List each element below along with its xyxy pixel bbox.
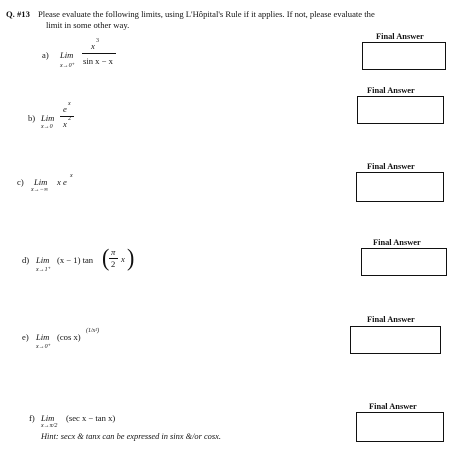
problem-label: c): [17, 177, 24, 187]
final-answer-label-e: Final Answer: [367, 315, 415, 324]
expression-exponent: (1/x²): [86, 328, 100, 334]
final-answer-label-d: Final Answer: [373, 238, 421, 247]
left-paren: (: [102, 243, 110, 272]
final-answer-label-f: Final Answer: [369, 402, 417, 411]
limit-word: Lim: [36, 255, 50, 265]
numerator-exponent: 3: [96, 38, 99, 44]
expression: (sec x − tan x): [66, 413, 116, 423]
limit-approach: x→0: [41, 124, 53, 130]
limit-approach: x→1⁺: [36, 267, 51, 273]
problem-label: a): [42, 50, 49, 60]
hint-text: Hint: secx & tanx can be expressed in sinx &/or cosx.: [41, 432, 221, 441]
final-answer-label-a: Final Answer: [376, 32, 424, 41]
expression: x e: [57, 177, 67, 187]
question-text-line2: limit in some other way.: [46, 20, 130, 30]
expression-left: (x − 1) tan: [57, 255, 94, 265]
denominator: x: [63, 119, 67, 129]
inner-variable: x: [121, 254, 125, 264]
final-answer-label-b: Final Answer: [367, 86, 415, 95]
problem-label: d): [22, 255, 30, 265]
limit-approach: x→0⁺: [60, 63, 75, 69]
denominator-exponent: 2: [68, 116, 71, 122]
expression-exponent: x: [70, 173, 73, 179]
final-answer-box-f[interactable]: [356, 412, 444, 442]
limit-approach: x→0⁺: [36, 344, 51, 350]
denominator: sin x − x: [83, 56, 113, 66]
limit-word: Lim: [34, 177, 48, 187]
final-answer-box-a[interactable]: [362, 42, 446, 70]
problem-label: f): [29, 413, 35, 423]
numerator: e: [63, 104, 67, 114]
limit-word: Lim: [41, 113, 55, 123]
problem-label: b): [28, 113, 36, 123]
fraction-bar: [60, 116, 74, 117]
problem-label: e): [22, 332, 29, 342]
limit-word: Lim: [36, 332, 50, 342]
question-header: [6, 9, 406, 30]
limit-word: Lim: [41, 413, 55, 423]
final-answer-label-c: Final Answer: [367, 162, 415, 171]
final-answer-box-e[interactable]: [350, 326, 441, 354]
question-text-line1: Please evaluate the following limits, using L'Hôpital's Rule if it applies. If not, please evaluate the: [38, 9, 375, 19]
inner-frac-den: 2: [111, 259, 116, 269]
fraction-bar: [82, 53, 116, 54]
right-paren: ): [127, 243, 135, 272]
question-number: Q. #13: [6, 9, 30, 19]
expression: (cos x): [57, 332, 81, 342]
numerator-exponent: x: [68, 101, 71, 107]
numerator: x: [91, 41, 95, 51]
final-answer-box-c[interactable]: [356, 172, 444, 202]
inner-frac-num: π: [111, 247, 116, 257]
limit-approach: x→π/2: [41, 423, 58, 429]
final-answer-box-b[interactable]: [357, 96, 444, 124]
limit-word: Lim: [60, 50, 74, 60]
final-answer-box-d[interactable]: [361, 248, 447, 276]
limit-approach: x→−∞: [31, 187, 48, 193]
